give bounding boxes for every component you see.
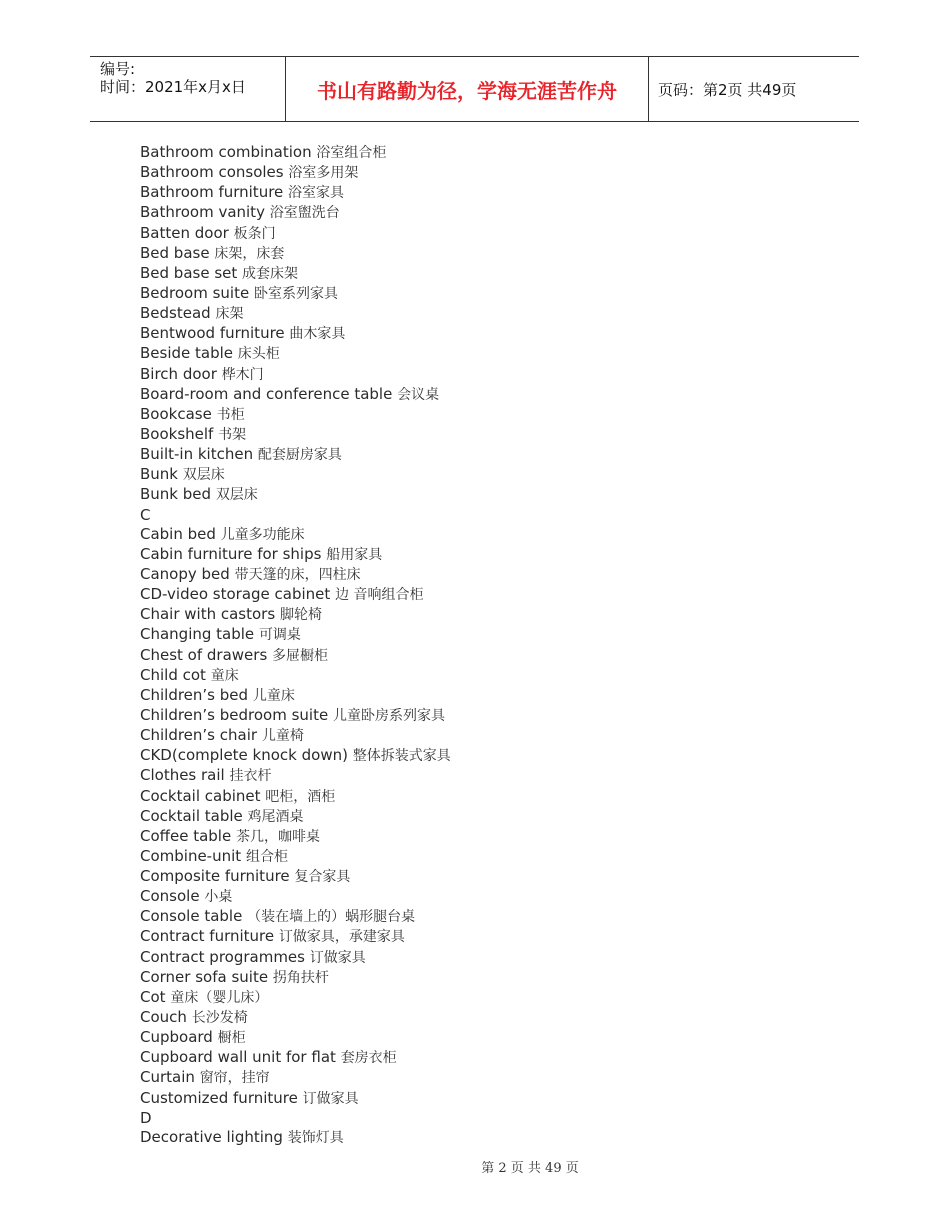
entry-english: Birch door	[140, 364, 217, 383]
entry-english: Contract furniture	[140, 927, 275, 946]
entry-chinese: 桦木门	[221, 366, 264, 383]
section-letter	[140, 1109, 451, 1128]
entry-chinese: 双层床	[215, 487, 258, 504]
entry-chinese: 床头柜	[237, 346, 280, 363]
glossary-entry	[140, 365, 451, 385]
glossary-entry	[140, 565, 451, 585]
entry-chinese: 成套床架	[242, 265, 299, 282]
entry-chinese: 整体拆装式家具	[352, 748, 451, 765]
entry-english: Contract programmes	[140, 947, 305, 966]
glossary-entry	[140, 385, 451, 405]
entry-english: Canopy bed	[140, 564, 230, 583]
entry-english: CD-video storage cabinet	[140, 585, 331, 604]
glossary-entry	[140, 726, 451, 746]
glossary-entry	[140, 1089, 451, 1109]
entry-chinese: 边 音响组合柜	[335, 587, 424, 604]
glossary-entry	[140, 887, 451, 907]
entry-chinese: 订做家具	[309, 949, 366, 966]
entry-english: Children’s bedroom suite	[140, 705, 329, 724]
glossary-entry	[140, 686, 451, 706]
entry-english: Clothes rail	[140, 766, 225, 785]
glossary-entry	[140, 907, 451, 927]
time-label: 时间：2021年x月x日	[100, 78, 246, 96]
glossary-entry	[140, 203, 451, 223]
entry-chinese: 卧室系列家具	[254, 285, 338, 302]
entry-english: Chair with castors	[140, 605, 276, 624]
entry-chinese: 浴室多用架	[288, 165, 359, 182]
glossary-entry	[140, 847, 451, 867]
glossary-entry	[140, 264, 451, 284]
glossary-entry	[140, 646, 451, 666]
entry-english: Corner sofa suite	[140, 967, 269, 986]
entry-english: Bed base set	[140, 263, 238, 282]
entry-chinese: 多屉橱柜	[272, 647, 329, 664]
glossary-entry	[140, 224, 451, 244]
glossary-entry	[140, 143, 451, 163]
section-letter	[140, 506, 451, 525]
glossary-entry	[140, 485, 451, 505]
entry-chinese: 复合家具	[294, 869, 351, 886]
entry-english: Bunk	[140, 465, 178, 484]
entry-english: Changing table	[140, 625, 255, 644]
glossary-entry	[140, 445, 451, 465]
entry-chinese: 订做家具，承建家具	[278, 929, 405, 946]
entry-english: Bedstead	[140, 304, 211, 323]
entry-english: Bedroom suite	[140, 283, 250, 302]
entry-chinese: 带天篷的床，四柱床	[234, 566, 361, 583]
entry-english: Children’s bed	[140, 685, 249, 704]
entry-chinese: 吧柜，酒柜	[265, 788, 336, 805]
entry-chinese: 组合柜	[245, 848, 288, 865]
entry-chinese: 挂衣杆	[229, 768, 272, 785]
entry-chinese: 拐角扶杆	[272, 969, 329, 986]
entry-chinese: 可调桌	[258, 627, 301, 644]
entry-english: Cocktail cabinet	[140, 786, 261, 805]
entry-english: Bathroom furniture	[140, 183, 284, 202]
entry-chinese: 茶几，咖啡桌	[235, 828, 320, 845]
entry-english: Bookcase	[140, 404, 212, 423]
glossary-entry	[140, 324, 451, 344]
entry-english: Cocktail table	[140, 806, 243, 825]
glossary-entry	[140, 1028, 451, 1048]
entry-english: Board-room and conference table	[140, 384, 393, 403]
glossary-entry	[140, 948, 451, 968]
glossary-entry	[140, 968, 451, 988]
entry-chinese: 书柜	[216, 406, 245, 423]
glossary-entry	[140, 666, 451, 686]
entry-english: Combine-unit	[140, 846, 242, 865]
glossary-entry	[140, 183, 451, 203]
entry-chinese: 童床	[210, 667, 239, 684]
entry-chinese: 儿童床	[252, 687, 295, 704]
entry-chinese: 船用家具	[326, 546, 383, 563]
entry-english: Couch	[140, 1008, 187, 1027]
entry-chinese: 鸡尾酒桌	[247, 808, 304, 825]
entry-chinese: 儿童多功能床	[220, 526, 305, 543]
entry-chinese: 双层床	[182, 467, 225, 484]
header-page-number: 页码：第2页 共49页	[658, 81, 797, 99]
entry-english: Bed base	[140, 243, 210, 262]
glossary-entry	[140, 244, 451, 264]
entry-chinese: 童床（婴儿床）	[170, 989, 269, 1006]
entry-chinese: 会议桌	[397, 386, 440, 403]
entry-chinese: 儿童卧房系列家具	[332, 707, 445, 724]
entry-chinese: 订做家具	[302, 1090, 359, 1107]
number-label: 编号:	[100, 60, 136, 78]
glossary-entry	[140, 807, 451, 827]
entry-english: Child cot	[140, 665, 206, 684]
entry-english: Curtain	[140, 1068, 195, 1087]
glossary-entry	[140, 1068, 451, 1088]
entry-english: Cot	[140, 987, 166, 1006]
entry-chinese: 装饰灯具	[287, 1129, 344, 1146]
entry-chinese: 浴室组合柜	[316, 145, 387, 161]
entry-english: Composite furniture	[140, 867, 290, 886]
glossary-list	[140, 143, 451, 1148]
entry-english: Beside table	[140, 344, 234, 363]
entry-english: Bentwood furniture	[140, 324, 285, 343]
glossary-entry	[140, 585, 451, 605]
entry-english: Cupboard	[140, 1028, 213, 1047]
entry-chinese: 床架，床套	[214, 245, 285, 262]
glossary-entry	[140, 344, 451, 364]
entry-english: Cupboard wall unit for flat	[140, 1048, 336, 1067]
entry-english: Console	[140, 887, 200, 906]
glossary-entry	[140, 425, 451, 445]
entry-chinese: 曲木家具	[289, 326, 346, 343]
entry-english: Bathroom vanity	[140, 203, 265, 222]
entry-english: Cabin furniture for ships	[140, 544, 322, 563]
glossary-entry	[140, 827, 451, 847]
document-header	[90, 56, 859, 122]
glossary-entry	[140, 1128, 451, 1148]
entry-english: Batten door	[140, 223, 229, 242]
entry-chinese: 配套厨房家具	[257, 447, 342, 464]
entry-english: Cabin bed	[140, 524, 216, 543]
header-info	[100, 60, 246, 96]
glossary-entry	[140, 927, 451, 947]
glossary-entry	[140, 545, 451, 565]
entry-chinese: 浴室盥洗台	[269, 205, 340, 222]
entry-chinese: 书架	[218, 426, 247, 443]
header-motto: 书山有路勤为径，学海无涯苦作舟	[317, 79, 617, 103]
glossary-entry	[140, 605, 451, 625]
entry-chinese: 套房衣柜	[340, 1050, 397, 1067]
entry-chinese: 长沙发椅	[191, 1010, 248, 1027]
glossary-entry	[140, 163, 451, 183]
glossary-entry	[140, 304, 451, 324]
glossary-entry	[140, 625, 451, 645]
glossary-entry	[140, 284, 451, 304]
entry-english: Bathroom consoles	[140, 163, 284, 182]
glossary-entry	[140, 867, 451, 887]
glossary-entry	[140, 766, 451, 786]
glossary-entry	[140, 525, 451, 545]
entry-english: Built-in kitchen	[140, 445, 254, 464]
entry-english: Bathroom combination	[140, 143, 312, 161]
glossary-entry	[140, 988, 451, 1008]
glossary-entry	[140, 405, 451, 425]
glossary-entry	[140, 706, 451, 726]
glossary-entry	[140, 746, 451, 766]
footer-page-number: 第 2 页 共 49 页	[481, 1161, 579, 1176]
glossary-entry	[140, 787, 451, 807]
glossary-entry	[140, 1008, 451, 1028]
page-footer	[0, 1157, 950, 1176]
entry-chinese: 橱柜	[217, 1030, 246, 1047]
entry-english: CKD(complete knock down)	[140, 746, 348, 765]
entry-chinese: （装在墙上的）蜗形腿台桌	[247, 909, 416, 926]
entry-chinese: 小桌	[204, 889, 233, 906]
entry-english: Chest of drawers	[140, 645, 268, 664]
letter-heading: D	[140, 1108, 152, 1127]
entry-chinese: 浴室家具	[288, 185, 345, 202]
entry-english: Customized furniture	[140, 1088, 298, 1107]
entry-english: Decorative lighting	[140, 1127, 283, 1146]
entry-english: Children’s chair	[140, 726, 258, 745]
entry-chinese: 儿童椅	[261, 728, 304, 745]
entry-english: Console table	[140, 907, 243, 926]
entry-chinese: 窗帘，挂帘	[199, 1070, 270, 1087]
glossary-entry	[140, 1048, 451, 1068]
letter-heading: C	[140, 505, 151, 524]
entry-chinese: 板条门	[233, 225, 276, 242]
glossary-entry	[140, 465, 451, 485]
entry-english: Coffee table	[140, 826, 232, 845]
header-divider	[648, 57, 649, 122]
entry-english: Bookshelf	[140, 424, 214, 443]
entry-chinese: 脚轮椅	[279, 607, 322, 624]
entry-english: Bunk bed	[140, 485, 212, 504]
entry-chinese: 床架	[215, 306, 244, 323]
